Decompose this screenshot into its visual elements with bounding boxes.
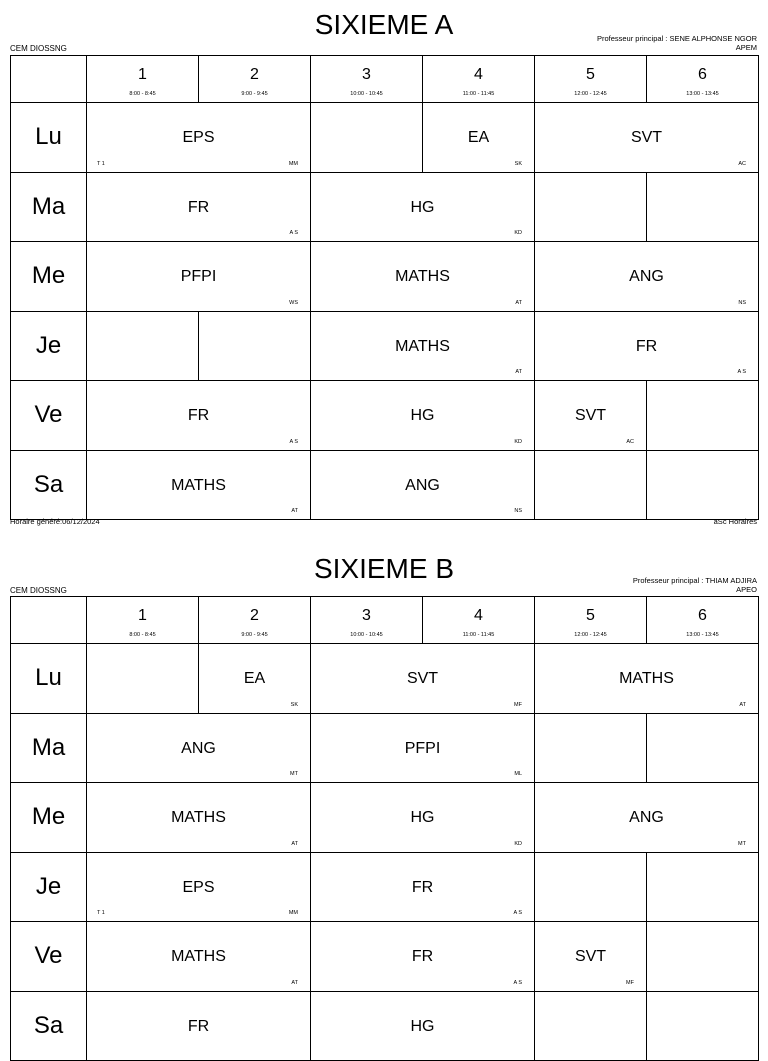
lesson-cell [310,241,535,312]
class-title: SIXIEME A [0,10,768,40]
lesson-teacher: AC [626,439,634,445]
period-header [86,55,199,103]
lesson-cell [310,921,535,992]
lesson-cell [310,172,535,243]
lesson-cell [534,380,647,451]
lesson-subject: EA [423,129,534,147]
period-number: 1 [87,66,198,84]
lesson-teacher: A S [737,369,746,375]
empty-slot [646,713,759,784]
lesson-cell [310,450,535,521]
period-time: 13:00 - 13:45 [647,632,758,638]
lesson-teacher: A S [513,980,522,986]
lesson-cell [310,991,535,1061]
lesson-teacher: KD [514,439,522,445]
empty-slot [646,921,759,992]
lesson-subject: SVT [535,407,646,425]
empty-slot [534,991,647,1061]
lesson-cell [534,782,759,853]
period-number: 2 [199,66,310,84]
lesson-cell [86,782,311,853]
lesson-cell [86,852,311,923]
period-header [422,55,535,103]
lesson-cell [86,713,311,784]
period-number: 5 [535,66,646,84]
empty-slot [646,852,759,923]
school-name: CEM DIOSSNG [10,586,67,595]
period-time: 12:00 - 12:45 [535,632,646,638]
lesson-cell [310,852,535,923]
period-header [646,596,759,644]
lesson-cell [86,921,311,992]
lesson-subject: FR [535,338,758,356]
lesson-subject: EA [199,670,310,688]
lesson-subject: ANG [87,740,310,758]
period-time: 9:00 - 9:45 [199,91,310,97]
lesson-teacher: AT [291,508,298,514]
period-header [198,55,311,103]
lesson-cell [310,713,535,784]
head-teacher-name: Professeur principal : THIAM ADJIRA [633,576,757,585]
lesson-teacher: MT [290,771,298,777]
period-header [646,55,759,103]
lesson-teacher: A S [513,910,522,916]
lesson-subject: MATHS [311,338,534,356]
lesson-subject: HG [311,809,534,827]
period-number: 1 [87,607,198,625]
period-time: 12:00 - 12:45 [535,91,646,97]
empty-slot [646,450,759,521]
lesson-subject: PFPI [87,268,310,286]
period-header [534,55,647,103]
corner-cell [10,596,87,644]
lesson-subject: SVT [535,129,758,147]
lesson-subject: PFPI [311,740,534,758]
period-header [310,596,423,644]
day-label: Je [10,852,87,923]
lesson-teacher: AT [515,369,522,375]
lesson-teacher: AT [515,300,522,306]
lesson-subject: ANG [535,268,758,286]
lesson-teacher: KD [514,230,522,236]
empty-slot [646,380,759,451]
lesson-subject: MATHS [87,809,310,827]
period-header [422,596,535,644]
timetable-grid [10,55,757,517]
head-teacher-name: Professeur principal : SENE ALPHONSE NGOR [597,34,757,43]
lesson-teacher: AT [291,841,298,847]
lesson-teacher: AT [291,980,298,986]
timetable-grid [10,596,757,1058]
period-time: 10:00 - 10:45 [311,91,422,97]
lesson-subject: MATHS [311,268,534,286]
lesson-subject: FR [87,407,310,425]
day-label: Ve [10,921,87,992]
lesson-cell [86,380,311,451]
lesson-subject: FR [87,199,310,217]
lesson-teacher: MM [289,910,298,916]
empty-slot [86,311,199,382]
period-number: 6 [647,607,758,625]
head-teacher-code: APEM [597,43,757,52]
lesson-subject: HG [311,1018,534,1036]
lesson-room: T 1 [97,910,105,916]
day-label: Sa [10,450,87,521]
period-header [86,596,199,644]
period-header [198,596,311,644]
lesson-subject: EPS [87,879,310,897]
lesson-cell [534,311,759,382]
timetable-a [0,0,768,530]
lesson-subject: FR [87,1018,310,1036]
day-label: Me [10,241,87,312]
period-time: 11:00 - 11:45 [423,91,534,97]
lesson-subject: SVT [535,948,646,966]
lesson-cell [534,921,647,992]
day-label: Lu [10,643,87,714]
lesson-cell [310,380,535,451]
period-time: 8:00 - 8:45 [87,91,198,97]
head-teacher [633,576,757,594]
lesson-cell [534,102,759,173]
lesson-cell [86,450,311,521]
empty-slot [534,450,647,521]
empty-slot [646,172,759,243]
lesson-teacher: A S [289,230,298,236]
lesson-cell [86,102,311,173]
lesson-cell [310,782,535,853]
lesson-cell [310,643,535,714]
lesson-subject: SVT [311,670,534,688]
period-number: 4 [423,607,534,625]
head-teacher [597,34,757,52]
lesson-teacher: MT [738,841,746,847]
lesson-cell [422,102,535,173]
period-number: 5 [535,607,646,625]
lesson-subject: MATHS [87,948,310,966]
head-teacher-code: APEO [633,585,757,594]
class-title: SIXIEME B [0,554,768,584]
period-time: 11:00 - 11:45 [423,632,534,638]
lesson-subject: MATHS [87,477,310,495]
period-header [310,55,423,103]
lesson-cell [86,991,311,1061]
lesson-subject: HG [311,199,534,217]
timetable-b [0,544,768,1024]
period-time: 13:00 - 13:45 [647,91,758,97]
day-label: Sa [10,991,87,1061]
day-label: Ma [10,172,87,243]
lesson-subject: ANG [311,477,534,495]
empty-slot [646,991,759,1061]
lesson-teacher: NS [738,300,746,306]
period-time: 10:00 - 10:45 [311,632,422,638]
period-number: 3 [311,607,422,625]
lesson-teacher: WS [289,300,298,306]
lesson-subject: FR [311,879,534,897]
lesson-teacher: A S [289,439,298,445]
lesson-cell [310,311,535,382]
generated-date: Horaire généré:06/12/2024 [10,517,100,526]
period-number: 2 [199,607,310,625]
period-time: 8:00 - 8:45 [87,632,198,638]
lesson-teacher: MF [626,980,634,986]
lesson-subject: EPS [87,129,310,147]
period-number: 4 [423,66,534,84]
day-label: Ve [10,380,87,451]
corner-cell [10,55,87,103]
lesson-teacher: NS [514,508,522,514]
empty-slot [534,852,647,923]
period-time: 9:00 - 9:45 [199,632,310,638]
period-number: 3 [311,66,422,84]
lesson-cell [86,241,311,312]
lesson-room: T 1 [97,161,105,167]
school-name: CEM DIOSSNG [10,44,67,53]
software-credit: aSc Horaires [714,517,757,526]
empty-slot [534,713,647,784]
lesson-teacher: SK [291,702,298,708]
lesson-subject: HG [311,407,534,425]
empty-slot [310,102,423,173]
lesson-teacher: KD [514,841,522,847]
lesson-cell [86,172,311,243]
lesson-subject: ANG [535,809,758,827]
lesson-subject: FR [311,948,534,966]
day-label: Ma [10,713,87,784]
lesson-cell [534,241,759,312]
lesson-teacher: SK [515,161,522,167]
lesson-cell [198,643,311,714]
empty-slot [86,643,199,714]
lesson-teacher: MM [289,161,298,167]
empty-slot [198,311,311,382]
empty-slot [534,172,647,243]
lesson-teacher: MF [514,702,522,708]
lesson-teacher: ML [514,771,522,777]
period-number: 6 [647,66,758,84]
day-label: Me [10,782,87,853]
day-label: Lu [10,102,87,173]
period-header [534,596,647,644]
lesson-teacher: AT [739,702,746,708]
lesson-subject: MATHS [535,670,758,688]
day-label: Je [10,311,87,382]
lesson-teacher: AC [738,161,746,167]
lesson-cell [534,643,759,714]
